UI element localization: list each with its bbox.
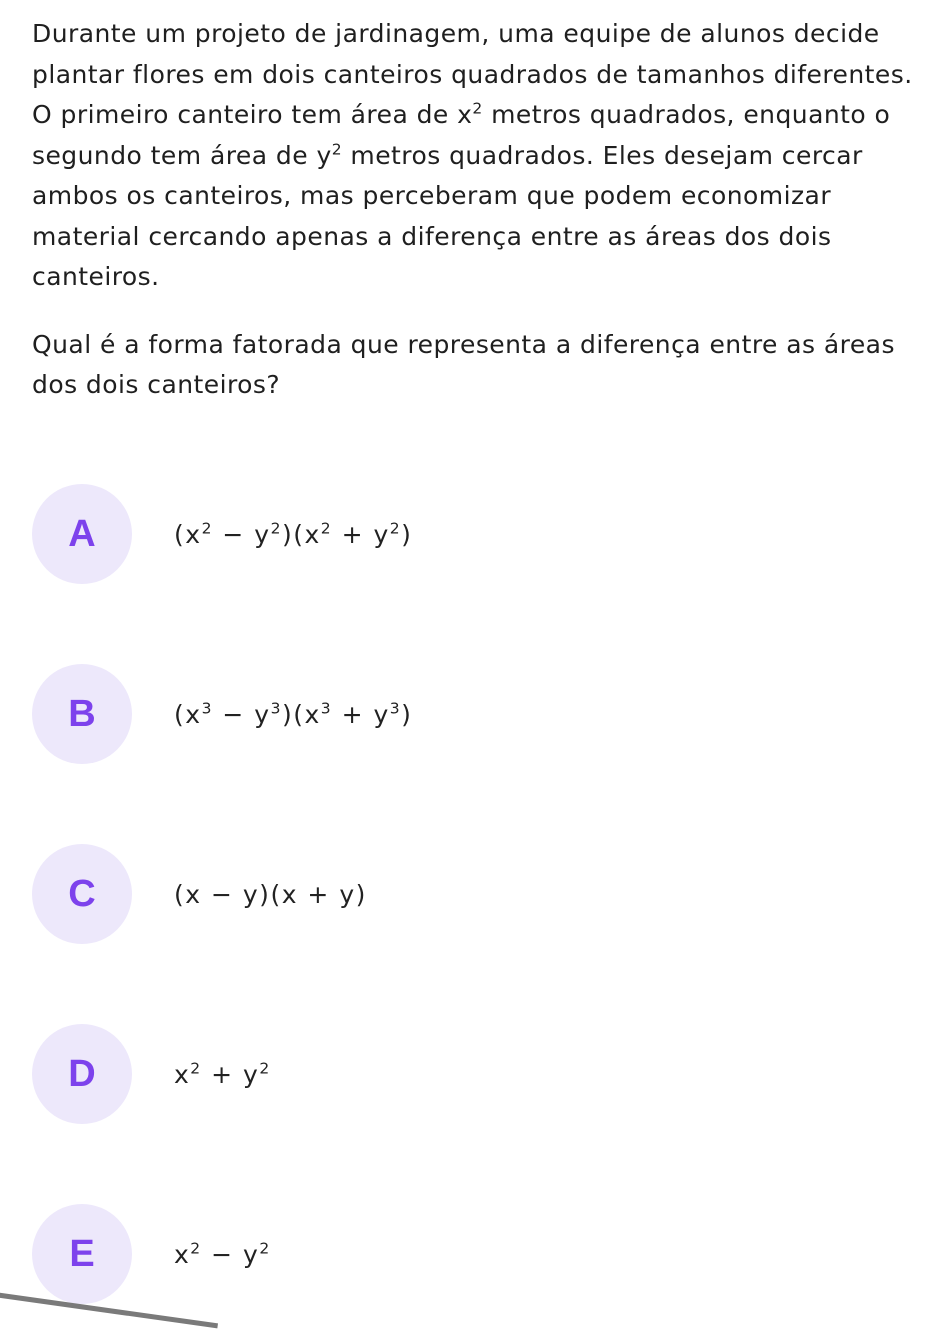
option-expression [174, 700, 412, 729]
option-letter: C [68, 872, 96, 915]
option-e[interactable] [32, 1204, 912, 1304]
exponent: 3 [270, 698, 282, 717]
exponent: 2 [259, 1238, 271, 1257]
question-text-part: Durante um projeto de jardinagem, uma equipe de alunos decide plantar flores em dois canteiros quadrados de tamanhos diferentes. O primeiro canteiro tem área de [32, 19, 913, 129]
option-d[interactable] [32, 1024, 912, 1124]
option-expression [174, 880, 367, 909]
option-letter: E [69, 1232, 95, 1275]
exponent: 2 [259, 1058, 271, 1077]
expr-part: )(x [281, 699, 321, 729]
option-c[interactable] [32, 844, 912, 944]
option-letter: A [68, 512, 96, 555]
exponent: 2 [389, 518, 402, 537]
variable-x: x [457, 100, 473, 129]
option-letter-badge[interactable] [32, 664, 132, 764]
option-expression [174, 520, 412, 549]
expr-part: ) [401, 699, 413, 729]
expr-part: )(x [281, 519, 321, 549]
expr-part: (x [174, 519, 202, 549]
expr-part: (x [174, 699, 202, 729]
question-text-part: metros quadrados, enquanto o segundo tem área de [32, 100, 891, 170]
question-text-part: metros quadrados. Eles desejam cercar ambos os canteiros, mas perceberam que podem economizar material cercando apenas a diferença entre as áreas dos dois canteiros. [32, 140, 863, 291]
expr-part: + y [332, 519, 390, 549]
expr-part: ) [401, 519, 413, 549]
variable-y: y [316, 140, 332, 170]
expr-part: x [174, 1059, 191, 1089]
exponent: 3 [201, 698, 213, 717]
expr-part: (x − y)(x + y) [174, 879, 367, 909]
answer-options [32, 484, 912, 1304]
exponent: 2 [472, 99, 483, 118]
expr-part: − y [212, 699, 271, 729]
expr-part: − y [201, 1239, 260, 1269]
question-text [32, 14, 922, 406]
expr-part: x [174, 1239, 191, 1269]
exponent: 2 [320, 518, 333, 537]
exponent: 3 [389, 698, 402, 717]
exponent: 3 [320, 698, 333, 717]
expr-part: − y [212, 519, 271, 549]
question-paragraph-1 [32, 14, 922, 298]
option-letter-badge[interactable] [32, 1024, 132, 1124]
option-expression [174, 1060, 271, 1089]
question-paragraph-2: Qual é a forma fatorada que representa a diferença entre as áreas dos dois canteiros? [32, 329, 895, 399]
exponent: 2 [201, 518, 213, 537]
option-letter: D [68, 1052, 96, 1095]
expr-part: + y [332, 699, 390, 729]
option-expression [174, 1240, 271, 1269]
exponent: 2 [190, 1058, 202, 1077]
option-letter: B [68, 692, 96, 735]
exponent: 2 [270, 518, 282, 537]
exponent: 2 [190, 1238, 202, 1257]
option-letter-badge[interactable] [32, 844, 132, 944]
option-a[interactable] [32, 484, 912, 584]
option-letter-badge[interactable] [32, 1204, 132, 1304]
exponent: 2 [331, 139, 343, 158]
expr-part: + y [201, 1059, 260, 1089]
option-b[interactable] [32, 664, 912, 764]
option-letter-badge[interactable] [32, 484, 132, 584]
